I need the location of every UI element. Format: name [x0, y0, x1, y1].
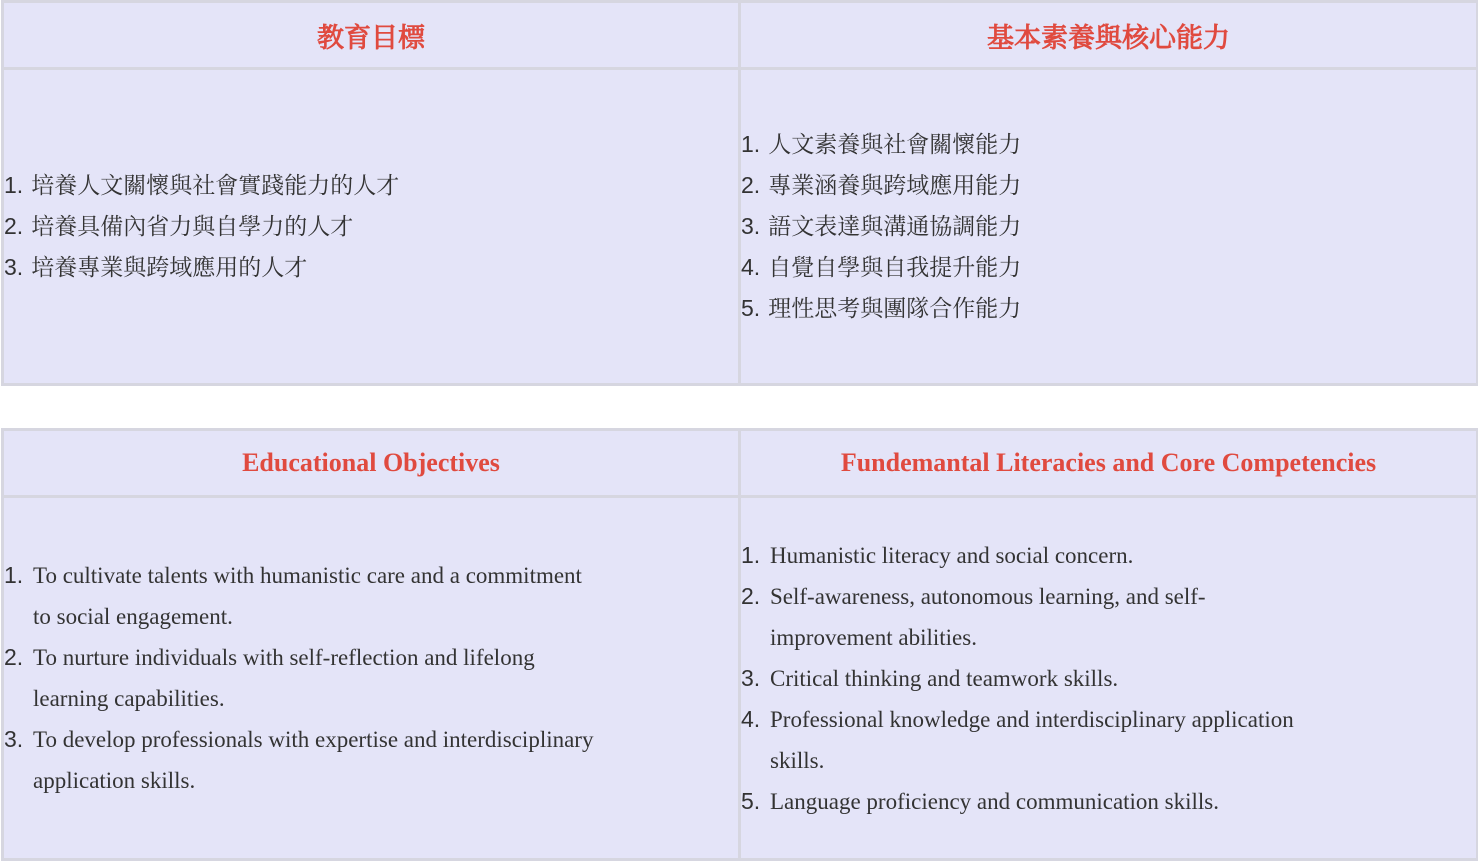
objectives-list-en [4, 555, 604, 801]
competencies-list-zh [741, 124, 1476, 329]
list-item: 3. Critical thinking and teamwork skills. [741, 664, 1119, 691]
list-item: 3. 培養專業與跨域應用的人才 [4, 254, 308, 281]
objectives-heading-en: Educational Objectives [3, 430, 740, 497]
list-item: 2. 專業涵養與跨域應用能力 [741, 172, 1022, 199]
chinese-curriculum-table [1, 0, 1478, 386]
list-item: 2. 培養具備內省力與自學力的人才 [4, 213, 354, 240]
list-item: 4. Professional knowledge and interdisciplinary application skills. [741, 705, 1294, 773]
list-item: 3. 語文表達與溝通協調能力 [741, 213, 1022, 240]
competencies-cell-zh [740, 69, 1478, 385]
list-item: 2. To nurture individuals with self-reflection and lifelong learning capabilities. [4, 644, 535, 711]
competencies-heading-zh: 基本素養與核心能力 [740, 2, 1478, 69]
english-curriculum-table [1, 428, 1478, 861]
list-item: 1. To cultivate talents with humanistic care and a commitment to social engagement. [4, 562, 582, 629]
list-item: 5. 理性思考與團隊合作能力 [741, 295, 1022, 322]
objectives-cell-zh [3, 69, 740, 385]
list-item: 5. Language proficiency and communication skills. [741, 787, 1220, 814]
competencies-heading-en: Fundemantal Literacies and Core Competencies [740, 430, 1478, 497]
competencies-list-en [741, 535, 1301, 822]
list-item: 1. 培養人文關懷與社會實踐能力的人才 [4, 172, 400, 199]
list-item: 2. Self-awareness, autonomous learning, and self-improvement abilities. [741, 582, 1206, 650]
list-item: 1. Humanistic literacy and social concern. [741, 541, 1134, 568]
objectives-heading-zh: 教育目標 [3, 2, 740, 69]
competencies-cell-en [740, 497, 1478, 860]
objectives-cell-en [3, 497, 740, 860]
list-item: 3. To develop professionals with expertise and interdisciplinary application skills. [4, 726, 594, 793]
list-item: 4. 自覺自學與自我提升能力 [741, 254, 1022, 281]
objectives-list-zh [4, 165, 738, 288]
list-item: 1. 人文素養與社會關懷能力 [741, 131, 1022, 158]
